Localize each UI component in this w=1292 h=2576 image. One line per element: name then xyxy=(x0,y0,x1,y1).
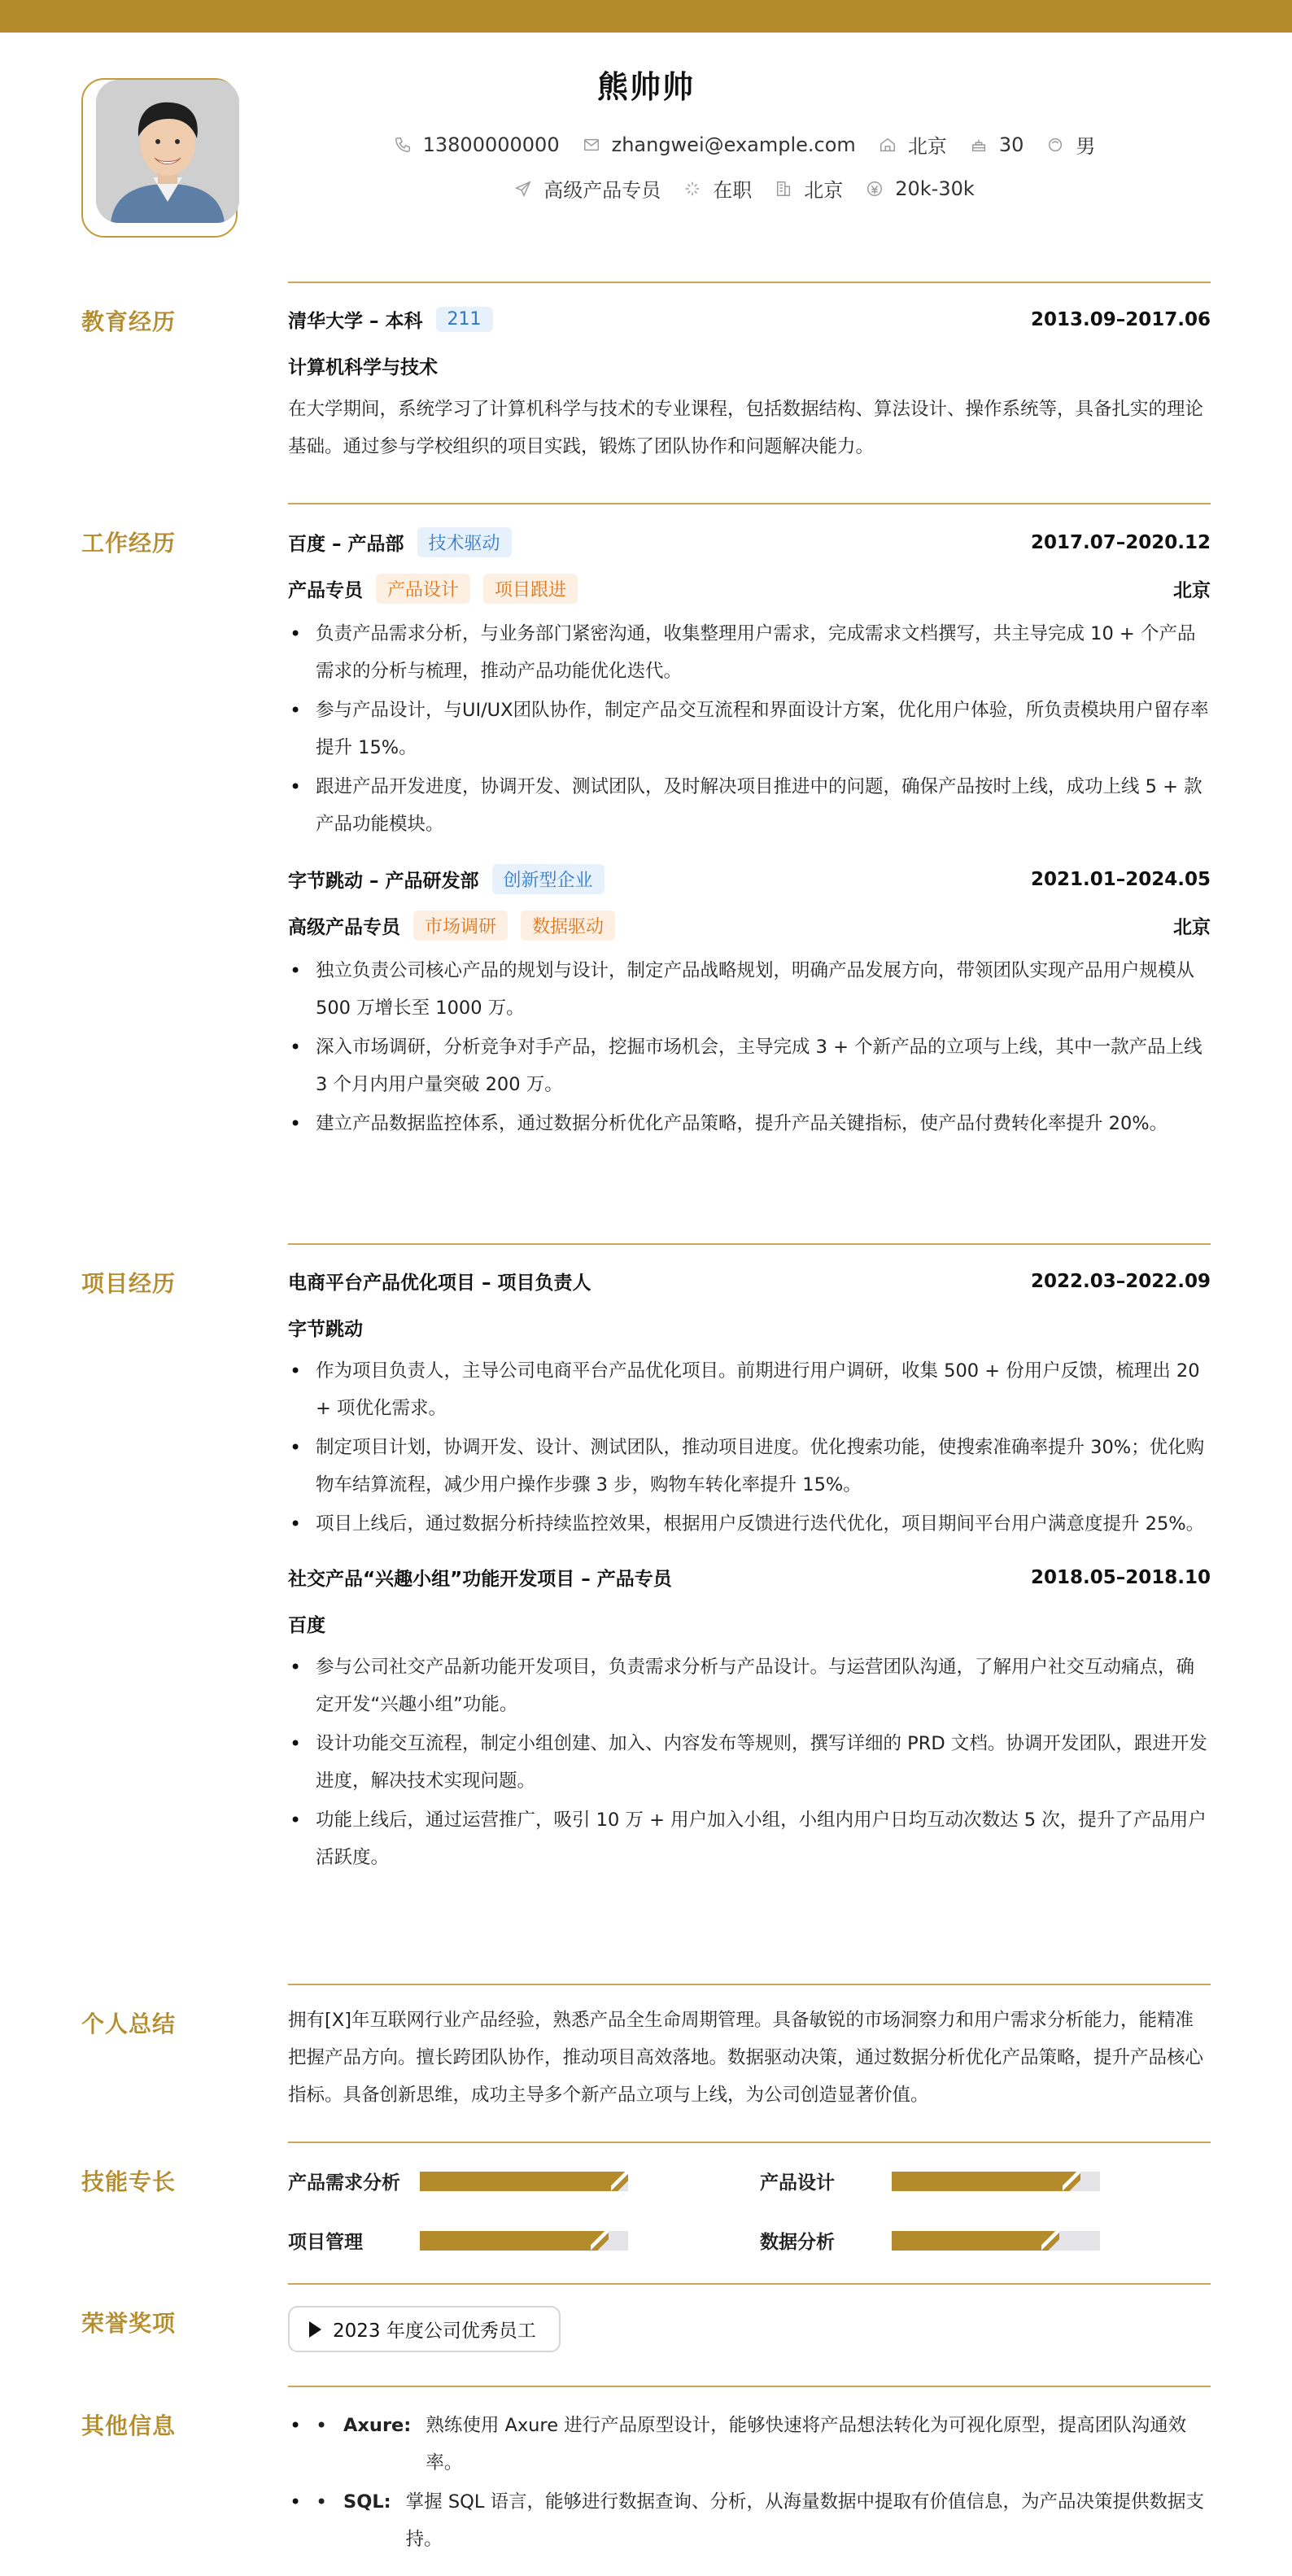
project-entry xyxy=(288,1268,1211,1543)
bullet-item: • 设计功能交互流程，制定小组创建、加入、内容发布等规则，撰写详细的 PRD 文档。协调开发团队，跟进开发进度，解决技术实现问题。 xyxy=(288,1725,1211,1800)
status-text: 在职 xyxy=(713,179,753,202)
bullet-item: • 制定项目计划，协调开发、设计、测试团队，推动项目进度。优化搜索功能，使搜索准确率提升 30%；优化购物车结算流程，减少用户操作步骤 3 步，购物车转化率提升 15%。 xyxy=(288,1429,1211,1504)
project-header xyxy=(288,1268,1211,1295)
skill-bar-fill xyxy=(420,2231,597,2251)
bullet-dot: • • xyxy=(316,2414,328,2437)
other-value: 熟练使用 Axure 进行产品原型设计，能够快速将产品想法转化为可视化原型，提高团队沟通效率。 xyxy=(426,2415,1187,2473)
job-entry xyxy=(288,527,1211,843)
section-divider xyxy=(288,282,1211,283)
bullet-item: • 作为项目负责人，主导公司电商平台产品优化项目。前期进行用户调研，收集 500 + 份用户反馈，梳理出 20 + 项优化需求。 xyxy=(288,1352,1211,1427)
job-date: 2017.07–2020.12 xyxy=(1030,531,1211,553)
company-line: 百度 – 产品部 xyxy=(288,534,404,555)
role-tag: 数据驱动 xyxy=(521,910,615,941)
bullet-dot: • • xyxy=(316,2491,328,2513)
city-info xyxy=(775,174,843,203)
contact-info-row xyxy=(0,130,1292,159)
email-text: zhangwei@example.com xyxy=(611,133,856,156)
other-item xyxy=(288,2407,1211,2482)
section-body xyxy=(288,2306,1211,2352)
section-body xyxy=(288,527,1211,1144)
skill-item xyxy=(760,2227,1211,2254)
mail-icon xyxy=(583,136,600,154)
location-info xyxy=(879,130,947,159)
other-key: SQL: xyxy=(343,2491,391,2513)
section-divider xyxy=(288,2142,1211,2143)
project-name: 社交产品“兴趣小组”功能开发项目 – 产品专员 xyxy=(288,1569,672,1590)
section-title: 个人总结 xyxy=(81,2011,177,2037)
section-body xyxy=(288,2407,1211,2560)
building-icon xyxy=(775,180,792,198)
section-title: 技能专长 xyxy=(81,2168,177,2195)
section-divider xyxy=(288,1243,1211,1245)
section-body xyxy=(288,2002,1211,2114)
project-bullets xyxy=(288,1352,1211,1543)
job-entry xyxy=(288,864,1211,1142)
phone-info xyxy=(394,133,560,156)
bullet-item: • 跟进产品开发进度，协调开发、测试团队，及时解决项目推进中的问题，确保产品按时上线，成功上线 5 + 款产品功能模块。 xyxy=(288,768,1211,843)
project-bullets xyxy=(288,1648,1211,1876)
company-line: 字节跳动 – 产品研发部 xyxy=(288,871,479,892)
bullet-item: • 负责产品需求分析，与业务部门紧密沟通，收集整理用户需求，完成需求文档撰写，共主导完成 10 + 个产品需求的分析与梳理，推动产品功能优化迭代。 xyxy=(288,615,1211,690)
education-header xyxy=(288,306,1211,333)
job-header xyxy=(288,864,1211,894)
city-text: 北京 xyxy=(804,179,844,202)
bullet-item: • 独立负责公司核心产品的规划与设计，制定产品战略规划，明确产品发展方向，带领团队实现产品用户规模从 500 万增长至 1000 万。 xyxy=(288,952,1211,1027)
company-tag: 创新型企业 xyxy=(492,864,605,894)
project-company: 字节跳动 xyxy=(288,1319,363,1340)
section-body xyxy=(288,1268,1211,1878)
salary-text: 20k-30k xyxy=(895,177,975,200)
skill-name: 数据分析 xyxy=(760,2232,835,2253)
status-info xyxy=(683,174,752,203)
education-description: 在大学期间，系统学习了计算机科学与技术的专业课程，包括数据结构、算法设计、操作系统等，具备扎实的理论基础。通过参与学校组织的项目实践，锻炼了团队协作和问题解决能力。 xyxy=(288,399,1204,457)
skill-item xyxy=(288,2168,760,2194)
section-divider xyxy=(288,503,1211,504)
other-value: 掌握 SQL 语言，能够进行数据查询、分析，从海量数据中提取有价值信息，为产品决策提供数据支持。 xyxy=(405,2491,1205,2550)
age-info xyxy=(970,133,1024,156)
project-date: 2022.03–2022.09 xyxy=(1030,1270,1211,1292)
play-triangle-icon xyxy=(309,2321,321,2338)
role-tag: 市场调研 xyxy=(413,910,508,941)
other-list xyxy=(288,2407,1211,2558)
section-divider xyxy=(288,1984,1211,1985)
email-info xyxy=(583,133,856,156)
gender-text: 男 xyxy=(1076,135,1096,158)
role-row xyxy=(288,574,1211,604)
job-city: 北京 xyxy=(1173,580,1211,601)
skill-bar xyxy=(892,2231,1100,2251)
section-title: 项目经历 xyxy=(81,1270,177,1297)
project-company: 百度 xyxy=(288,1615,325,1636)
bullet-item: • 深入市场调研，分析竞争对手产品，挖掘市场机会，主导完成 3 + 个新产品的立项与上线，其中一款产品上线 3 个月内用户量突破 200 万。 xyxy=(288,1028,1211,1103)
award-item[interactable] xyxy=(288,2306,561,2352)
job-bullets xyxy=(288,952,1211,1142)
section-title: 其他信息 xyxy=(81,2412,177,2439)
company-tag: 技术驱动 xyxy=(417,527,512,557)
home-icon xyxy=(879,136,897,154)
summary-text: 拥有[X]年互联网行业产品经验，熟悉产品全生命周期管理。具备敏锐的市场洞察力和用户需求分析能力，能精准把握产品方向。擅长跨团队协作，推动项目高效落地。数据驱动决策，通过数据分析优化产品策略，提升产品核心指标。具备创新思维，成功主导多个新产品立项与上线，为公司创造显著价值。 xyxy=(288,2010,1204,2106)
job-bullets xyxy=(288,615,1211,843)
job-header xyxy=(288,527,1211,557)
section-title: 教育经历 xyxy=(81,308,177,335)
location-text: 北京 xyxy=(907,135,947,158)
section-body xyxy=(288,306,1211,465)
role: 产品专员 xyxy=(288,580,363,601)
bullet-item: • 建立产品数据监控体系，通过数据分析优化产品策略，提升产品关键指标，使产品付费转化率提升 20%。 xyxy=(288,1105,1211,1142)
role-row xyxy=(288,910,1211,941)
skill-bar xyxy=(420,2231,628,2251)
position-text: 高级产品专员 xyxy=(543,179,661,202)
bullet-item: • 功能上线后，通过运营推广，吸引 10 万 + 用户加入小组，小组内用户日均互动次数达 5 次，提升了产品用户活跃度。 xyxy=(288,1801,1211,1876)
skill-name: 产品设计 xyxy=(760,2172,835,2194)
project-header xyxy=(288,1564,1211,1591)
skill-bar-fill xyxy=(420,2172,618,2191)
section-title: 荣誉奖项 xyxy=(81,2310,177,2337)
position-info xyxy=(514,174,661,203)
major: 计算机科学与技术 xyxy=(288,357,438,378)
gender-info xyxy=(1046,130,1095,159)
skill-name: 项目管理 xyxy=(288,2232,363,2253)
role-tag: 产品设计 xyxy=(376,574,470,604)
section-body xyxy=(288,2168,1211,2254)
skill-item xyxy=(760,2168,1211,2194)
other-key: Axure: xyxy=(343,2415,412,2436)
money-icon xyxy=(866,180,884,198)
phone-icon xyxy=(394,136,412,154)
project-entry xyxy=(288,1564,1211,1876)
age-text: 30 xyxy=(998,133,1024,156)
bullet-item: • 参与公司社交产品新功能开发项目，负责需求分析与产品设计。与运营团队沟通，了解用户社交互动痛点，确定开发“兴趣小组”功能。 xyxy=(288,1648,1211,1723)
skill-bar-fill xyxy=(892,2172,1069,2191)
skill-bar xyxy=(420,2172,628,2191)
other-item xyxy=(288,2483,1211,2558)
section-divider xyxy=(288,2386,1211,2387)
section-divider xyxy=(288,2283,1211,2285)
person-icon xyxy=(1046,136,1064,154)
skill-grid xyxy=(288,2168,1211,2254)
loading-icon xyxy=(683,180,701,198)
job-city: 北京 xyxy=(1173,917,1211,938)
skill-bar xyxy=(892,2172,1100,2191)
project-name: 电商平台产品优化项目 – 项目负责人 xyxy=(288,1273,591,1294)
role-tag: 项目跟进 xyxy=(483,574,578,604)
bullet-item: • 参与产品设计，与UI/UX团队协作，制定产品交互流程和界面设计方案，优化用户体验，所负责模块用户留存率提升 15%。 xyxy=(288,692,1211,766)
candidate-name: 熊帅帅 xyxy=(596,69,695,105)
cake-icon xyxy=(970,136,988,154)
skill-item xyxy=(288,2227,760,2254)
award-label: 2023 年度公司优秀员工 xyxy=(333,2321,536,2342)
bullet-item: • 项目上线后，通过数据分析持续监控效果，根据用户反馈进行迭代优化，项目期间平台用户满意度提升 25%。 xyxy=(288,1505,1211,1543)
skill-name: 产品需求分析 xyxy=(288,2172,400,2194)
phone-text: 13800000000 xyxy=(422,133,560,156)
salary-info xyxy=(866,177,975,200)
role: 高级产品专员 xyxy=(288,917,400,938)
job-date: 2021.01–2024.05 xyxy=(1030,868,1211,890)
top-accent-bar xyxy=(0,0,1292,33)
project-date: 2018.05–2018.10 xyxy=(1030,1566,1211,1588)
school-tag: 211 xyxy=(436,307,493,332)
job-info-row xyxy=(0,174,1292,203)
section-title: 工作经历 xyxy=(81,530,177,557)
send-icon xyxy=(514,180,532,198)
skill-bar-fill xyxy=(892,2231,1048,2251)
education-date: 2013.09–2017.06 xyxy=(1030,308,1211,330)
school-line: 清华大学 – 本科 xyxy=(288,311,423,332)
